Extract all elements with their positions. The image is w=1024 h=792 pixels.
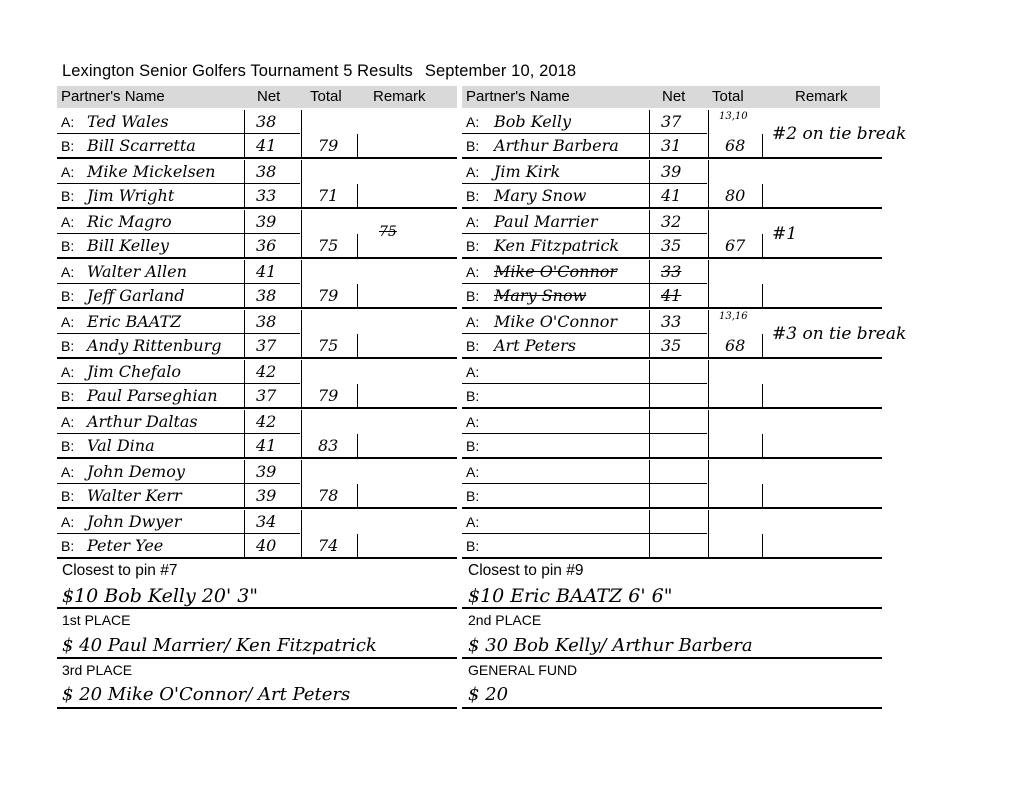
player-name: Walter Allen xyxy=(87,262,187,281)
team-total: 80 xyxy=(725,186,746,205)
net-score: 38 xyxy=(256,162,277,181)
player-label: B: xyxy=(466,438,480,454)
right-team-9-player-a-row xyxy=(462,510,882,534)
net-score: 35 xyxy=(661,236,682,255)
left-team-9-player-a-row xyxy=(57,510,457,534)
player-label: A: xyxy=(61,364,75,380)
player-name: Mary Snow xyxy=(494,186,587,205)
net-score: 39 xyxy=(256,486,277,505)
team-divider xyxy=(57,157,457,159)
right-team-4-total-box xyxy=(707,284,763,308)
net-score: 42 xyxy=(256,362,277,381)
general-fund-title: GENERAL FUND xyxy=(468,662,578,678)
header-total: Total xyxy=(712,88,744,105)
row-divider xyxy=(462,383,707,384)
right-team-7-player-a-row xyxy=(462,410,882,434)
player-label: A: xyxy=(466,364,480,380)
third-place-value: $ 20 Mike O'Connor/ Art Peters xyxy=(62,684,351,705)
row-divider xyxy=(57,383,300,384)
row-divider xyxy=(462,483,707,484)
net-score: 42 xyxy=(256,412,277,431)
pin7-title: Closest to pin #7 xyxy=(62,562,178,579)
player-label: B: xyxy=(61,138,75,154)
player-name: Jim Kirk xyxy=(494,162,561,181)
second-place-value: $ 30 Bob Kelly/ Arthur Barbera xyxy=(468,635,753,656)
player-label: B: xyxy=(466,538,480,554)
player-name: Mike Mickelsen xyxy=(87,162,216,181)
net-score: 39 xyxy=(661,162,682,181)
team-divider xyxy=(57,557,457,559)
net-cell xyxy=(649,460,709,484)
team-total: 75 xyxy=(318,236,339,255)
right-header xyxy=(462,86,880,108)
player-label: B: xyxy=(61,288,75,304)
right-team-9-total-box xyxy=(707,534,763,558)
net-cell xyxy=(649,384,709,408)
player-label: A: xyxy=(466,264,480,280)
net-cell xyxy=(649,410,709,434)
net-score: 41 xyxy=(661,286,682,305)
net-score: 38 xyxy=(256,286,277,305)
net-cell xyxy=(649,360,709,384)
player-name: Ric Magro xyxy=(87,212,172,231)
row-divider xyxy=(57,533,300,534)
row-divider xyxy=(462,133,707,134)
left-team-4-player-a-row xyxy=(57,260,457,284)
player-label: A: xyxy=(61,414,75,430)
player-name: Paul Parseghian xyxy=(87,386,218,405)
row-divider xyxy=(462,433,707,434)
player-name: Jim Chefalo xyxy=(87,362,182,381)
team-divider xyxy=(462,407,882,409)
right-team-8-player-b-row xyxy=(462,484,882,508)
player-name: John Demoy xyxy=(87,462,185,481)
team-total: 83 xyxy=(318,436,339,455)
row-divider xyxy=(57,183,300,184)
player-name: Walter Kerr xyxy=(87,486,182,505)
player-label: A: xyxy=(61,114,75,130)
row-divider xyxy=(462,183,707,184)
net-score: 37 xyxy=(256,386,277,405)
header-partner-name: Partner's Name xyxy=(466,88,570,105)
team-remark: 75 xyxy=(379,224,397,240)
row-divider xyxy=(462,533,707,534)
left-team-7-player-a-row xyxy=(57,410,457,434)
team-divider xyxy=(57,207,457,209)
team-divider xyxy=(462,307,882,309)
player-name: Bill Scarretta xyxy=(87,136,196,155)
row-divider xyxy=(57,283,300,284)
team-total: 78 xyxy=(318,486,339,505)
tiebreak-note: 13,10 xyxy=(719,111,748,122)
player-label: B: xyxy=(61,488,75,504)
team-remark: #3 on tie break xyxy=(772,324,907,344)
second-place-title: 2nd PLACE xyxy=(468,612,542,628)
team-divider xyxy=(57,357,457,359)
left-team-1-player-a-row xyxy=(57,110,457,134)
team-remark: #1 xyxy=(772,224,798,244)
left-team-5-player-a-row xyxy=(57,310,457,334)
pin9-title: Closest to pin #9 xyxy=(468,562,584,579)
player-label: A: xyxy=(61,214,75,230)
team-divider xyxy=(462,357,882,359)
team-divider xyxy=(57,257,457,259)
player-label: B: xyxy=(466,338,480,354)
player-name: Arthur Daltas xyxy=(87,412,198,431)
net-score: 32 xyxy=(661,212,682,231)
left-team-2-player-b-row xyxy=(57,184,457,208)
player-name: Ken Fitzpatrick xyxy=(494,236,620,255)
net-score: 35 xyxy=(661,336,682,355)
net-score: 41 xyxy=(256,436,277,455)
player-name: Bill Kelley xyxy=(87,236,169,255)
net-cell xyxy=(649,510,709,534)
net-score: 39 xyxy=(256,462,277,481)
player-label: A: xyxy=(61,264,75,280)
player-name: Val Dina xyxy=(87,436,155,455)
right-team-8-player-a-row xyxy=(462,460,882,484)
row-divider xyxy=(462,283,707,284)
player-name: Arthur Barbera xyxy=(494,136,619,155)
pin7-value: $10 Bob Kelly 20' 3" xyxy=(62,585,259,607)
net-score: 33 xyxy=(661,312,682,331)
net-score: 37 xyxy=(661,112,682,131)
left-team-3-player-a-row xyxy=(57,210,457,234)
player-name: Mary Snow xyxy=(494,286,587,305)
team-divider xyxy=(462,257,882,259)
left-team-6-player-b-row xyxy=(57,384,457,408)
right-team-3-player-b-row xyxy=(462,234,882,258)
third-place-title: 3rd PLACE xyxy=(62,662,133,678)
right-team-9-player-b-row xyxy=(462,534,882,558)
net-score: 41 xyxy=(661,186,682,205)
player-label: B: xyxy=(61,388,75,404)
player-label: B: xyxy=(61,338,75,354)
player-label: B: xyxy=(61,188,75,204)
team-divider xyxy=(462,507,882,509)
right-team-3-player-a-row xyxy=(462,210,882,234)
net-cell xyxy=(649,534,709,558)
net-score: 38 xyxy=(256,312,277,331)
team-divider xyxy=(57,457,457,459)
row-divider xyxy=(462,333,707,334)
player-label: A: xyxy=(61,464,75,480)
header-partner-name: Partner's Name xyxy=(61,88,165,105)
player-name: Peter Yee xyxy=(87,536,164,555)
net-score: 31 xyxy=(661,136,682,155)
net-score: 33 xyxy=(661,262,682,281)
net-cell xyxy=(649,484,709,508)
left-header xyxy=(57,86,457,108)
player-label: B: xyxy=(61,238,75,254)
right-team-2-player-b-row xyxy=(462,184,882,208)
net-cell xyxy=(649,434,709,458)
right-team-6-total-box xyxy=(707,384,763,408)
left-team-2-player-a-row xyxy=(57,160,457,184)
player-label: A: xyxy=(61,514,75,530)
row-divider xyxy=(57,333,300,334)
left-team-9-player-b-row xyxy=(57,534,457,558)
row-divider xyxy=(57,233,300,234)
net-score: 37 xyxy=(256,336,277,355)
left-team-7-player-b-row xyxy=(57,434,457,458)
right-team-6-player-b-row xyxy=(462,384,882,408)
player-name: Jim Wright xyxy=(87,186,175,205)
header-net: Net xyxy=(257,88,281,105)
player-label: A: xyxy=(61,314,75,330)
team-divider xyxy=(57,507,457,509)
player-name: Andy Rittenburg xyxy=(87,336,222,355)
player-label: A: xyxy=(466,464,480,480)
first-place-value: $ 40 Paul Marrier/ Ken Fitzpatrick xyxy=(62,635,377,656)
team-total: 68 xyxy=(725,136,746,155)
net-score: 33 xyxy=(256,186,277,205)
right-team-8-total-box xyxy=(707,484,763,508)
player-label: B: xyxy=(466,138,480,154)
right-team-6-player-a-row xyxy=(462,360,882,384)
right-team-4-player-a-row xyxy=(462,260,882,284)
player-label: A: xyxy=(466,164,480,180)
player-name: Mike O'Connor xyxy=(494,312,618,331)
team-divider xyxy=(462,157,882,159)
team-total: 79 xyxy=(318,386,339,405)
team-divider xyxy=(57,307,457,309)
row-divider xyxy=(57,433,300,434)
net-score: 39 xyxy=(256,212,277,231)
header-total: Total xyxy=(310,88,342,105)
player-name: Mike O'Connor xyxy=(494,262,618,281)
team-divider xyxy=(462,557,882,559)
player-name: Eric BAATZ xyxy=(87,312,182,331)
first-place-title: 1st PLACE xyxy=(62,612,131,628)
right-team-2-player-a-row xyxy=(462,160,882,184)
team-total: 74 xyxy=(318,536,339,555)
net-score: 36 xyxy=(256,236,277,255)
player-label: A: xyxy=(466,514,480,530)
team-total: 79 xyxy=(318,136,339,155)
player-name: Jeff Garland xyxy=(87,286,185,305)
team-total: 68 xyxy=(725,336,746,355)
player-label: A: xyxy=(61,164,75,180)
team-divider xyxy=(462,457,882,459)
header-remark: Remark xyxy=(795,88,848,105)
left-team-8-player-b-row xyxy=(57,484,457,508)
team-divider xyxy=(57,407,457,409)
player-label: A: xyxy=(466,114,480,130)
player-name: Art Peters xyxy=(494,336,576,355)
player-label: A: xyxy=(466,214,480,230)
player-label: B: xyxy=(61,538,75,554)
player-label: B: xyxy=(466,388,480,404)
team-remark: #2 on tie break xyxy=(772,124,907,144)
team-total: 79 xyxy=(318,286,339,305)
left-team-8-player-a-row xyxy=(57,460,457,484)
page-title: Lexington Senior Golfers Tournament 5 Results September 10, 2018 xyxy=(62,62,577,80)
general-fund-value: $ 20 xyxy=(468,684,509,705)
right-team-7-total-box xyxy=(707,434,763,458)
row-divider xyxy=(57,133,300,134)
pin9-value: $10 Eric BAATZ 6' 6" xyxy=(468,585,673,607)
left-team-5-player-b-row xyxy=(57,334,457,358)
player-label: B: xyxy=(61,438,75,454)
row-divider xyxy=(462,233,707,234)
left-team-1-player-b-row xyxy=(57,134,457,158)
player-name: Paul Marrier xyxy=(494,212,598,231)
net-score: 41 xyxy=(256,262,277,281)
net-score: 41 xyxy=(256,136,277,155)
player-label: B: xyxy=(466,238,480,254)
player-label: B: xyxy=(466,288,480,304)
team-total: 67 xyxy=(725,236,746,255)
net-score: 40 xyxy=(256,536,277,555)
net-score: 38 xyxy=(256,112,277,131)
player-label: A: xyxy=(466,414,480,430)
net-score: 34 xyxy=(256,512,277,531)
player-label: B: xyxy=(466,188,480,204)
player-name: Bob Kelly xyxy=(494,112,571,131)
left-team-4-player-b-row xyxy=(57,284,457,308)
team-total: 75 xyxy=(318,336,339,355)
header-net: Net xyxy=(662,88,686,105)
right-team-7-player-b-row xyxy=(462,434,882,458)
right-team-4-player-b-row xyxy=(462,284,882,308)
left-team-6-player-a-row xyxy=(57,360,457,384)
row-divider xyxy=(57,483,300,484)
player-label: A: xyxy=(466,314,480,330)
tiebreak-note: 13,16 xyxy=(719,311,748,322)
header-remark: Remark xyxy=(373,88,426,105)
player-name: Ted Wales xyxy=(87,112,169,131)
player-label: B: xyxy=(466,488,480,504)
left-team-3-player-b-row xyxy=(57,234,457,258)
team-total: 71 xyxy=(318,186,339,205)
player-name: John Dwyer xyxy=(87,512,182,531)
team-divider xyxy=(462,207,882,209)
page-date: September 10, 2018 xyxy=(424,62,577,80)
